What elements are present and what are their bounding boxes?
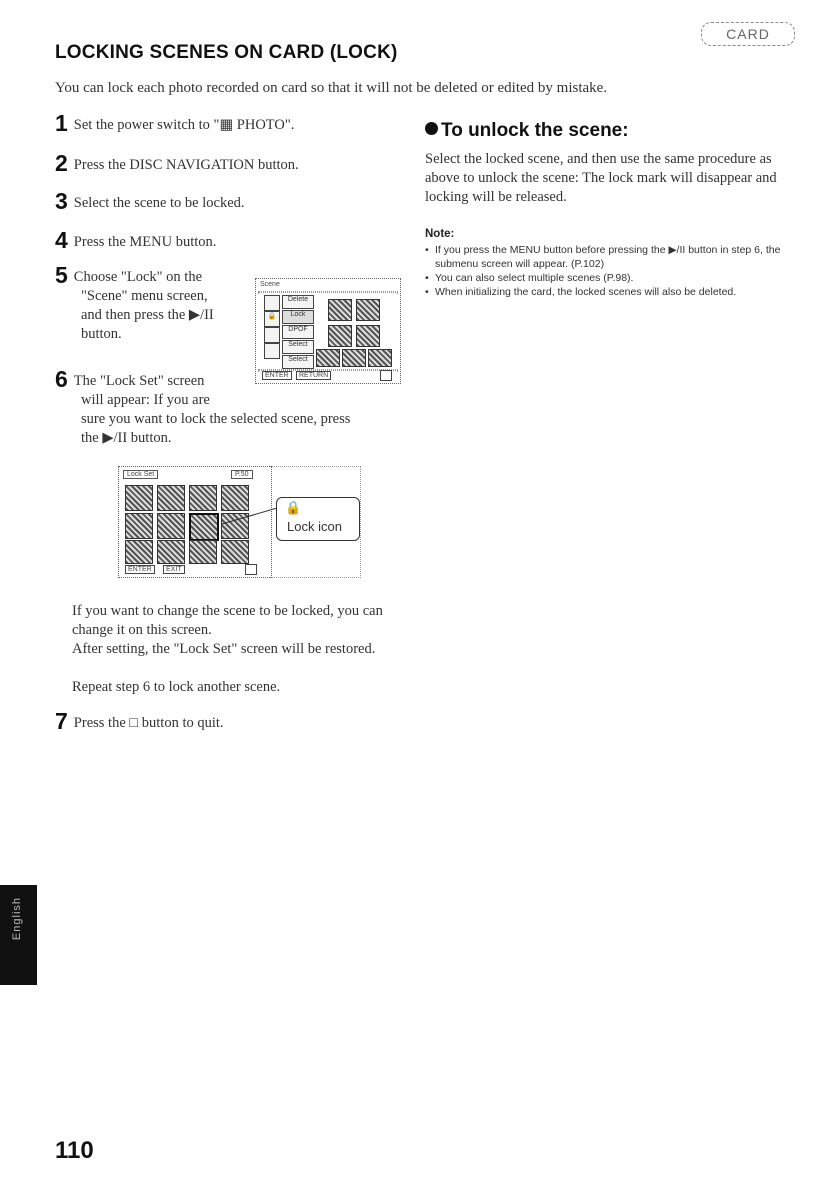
thumbnail [328, 299, 352, 321]
step-number: 5 [55, 262, 68, 288]
callout-label: Lock icon [287, 519, 342, 534]
step-text-line: the ▶/II button. [81, 430, 172, 446]
lock-icon: 🔒 [264, 311, 280, 327]
thumbnail [368, 349, 392, 367]
thumbnail [189, 540, 217, 564]
note-item: • When initializing the card, the locked scenes will also be deleted. [425, 285, 787, 299]
thumbnail [125, 540, 153, 564]
thumbnail [125, 485, 153, 511]
step-text: Press the MENU button. [73, 234, 217, 250]
exit-label: EXIT [163, 565, 185, 574]
menu-item-lock[interactable]: Lock [282, 310, 314, 324]
page-counter: P.50 [231, 470, 253, 479]
step-4 [55, 227, 217, 253]
lock-set-title: Lock Set [123, 470, 158, 479]
step-text: Press the □ button to quit. [73, 715, 224, 731]
step-text-line: sure you want to lock the selected scene, press [81, 411, 351, 427]
step-number: 1 [55, 110, 68, 136]
divider [258, 291, 398, 293]
thumbnail [157, 540, 185, 564]
unlock-body: Select the locked scene, and then use the same procedure as above to unlock the scene: The lock mark will disappear and locking will be released. [425, 151, 777, 205]
step-text-line: The "Lock Set" screen [73, 373, 205, 389]
menu-item-delete[interactable]: Delete [282, 295, 314, 309]
thumbnail [157, 513, 185, 539]
menu-item-dpof[interactable]: DPOF [282, 325, 314, 339]
side-tab-label: English [11, 897, 23, 941]
thumbnail [356, 299, 380, 321]
menu-item-select[interactable]: Select [282, 340, 314, 354]
select-icon [264, 343, 280, 359]
scene-menu-screen [255, 278, 401, 384]
step-number: 7 [55, 708, 68, 734]
step-5 [55, 262, 255, 344]
thumbnail [356, 325, 380, 347]
step-7 [55, 708, 224, 734]
note-list [425, 243, 787, 299]
step-6 [55, 366, 415, 448]
selected-thumbnail [189, 513, 219, 541]
thumbnail [316, 349, 340, 367]
menu-title: Scene [260, 281, 280, 288]
page-number: 110 [55, 1137, 94, 1164]
step-text-line: and then press the ▶/II [81, 307, 214, 323]
thumbnail [342, 349, 366, 367]
note-item: • If you press the MENU button before pressing the ▶/II button in step 6, the submenu screen will appear. (P.102) [425, 243, 787, 271]
thumbnail [157, 485, 185, 511]
repeat-text: Repeat step 6 to lock another scene. [72, 679, 281, 695]
restore-text: After setting, the "Lock Set" screen will be restored. [72, 641, 376, 657]
card-badge: CARD [701, 22, 795, 46]
step-text: Set the power switch to "▦ PHOTO". [73, 117, 295, 133]
step-number: 3 [55, 188, 68, 214]
step-1 [55, 110, 295, 136]
page-title: LOCKING SCENES ON CARD (LOCK) [55, 42, 398, 63]
step-text: Press the DISC NAVIGATION button. [73, 157, 299, 173]
lock-icon-callout [276, 497, 360, 541]
step-number: 4 [55, 227, 68, 253]
step-number: 6 [55, 366, 68, 392]
lock-icon: 🔒 [285, 500, 302, 515]
note-label: Note: [425, 228, 455, 240]
dpof-icon [264, 327, 280, 343]
step-text: Select the scene to be locked. [73, 195, 245, 211]
thumbnail [189, 485, 217, 511]
unlock-heading [425, 120, 629, 142]
menu-item-select-2[interactable]: Select [282, 355, 314, 369]
step-2 [55, 150, 299, 176]
thumbnail [125, 513, 153, 539]
step-text-line: "Scene" menu screen, [81, 288, 208, 304]
note-item: • You can also select multiple scenes (P.98). [425, 271, 787, 285]
menu-icon [264, 295, 280, 311]
thumbnail [328, 325, 352, 347]
step-text-line: button. [81, 326, 122, 342]
return-label: RETURN [296, 371, 331, 380]
change-scene-text: If you want to change the scene to be locked, you can change it on this screen. [72, 603, 383, 638]
thumbnail [221, 540, 249, 564]
step-text-line: Choose "Lock" on the [73, 269, 203, 285]
intro-text: You can lock each photo recorded on card so that it will not be deleted or edited by mistake. [55, 80, 608, 96]
step-number: 2 [55, 150, 68, 176]
bullet-icon [425, 122, 438, 135]
enter-label: ENTER [125, 565, 155, 574]
enter-label: ENTER [262, 371, 292, 380]
language-side-tab [0, 885, 37, 985]
unlock-heading-text: To unlock the scene: [441, 120, 629, 141]
card-icon [245, 564, 257, 575]
step-3 [55, 188, 245, 214]
step-text-line: will appear: If you are [81, 392, 210, 408]
